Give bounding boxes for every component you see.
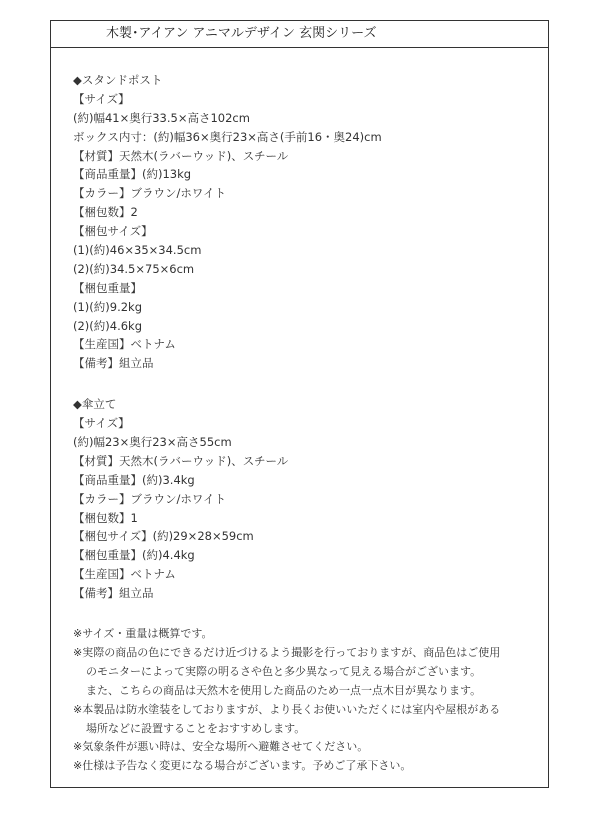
spec-line: 【カラー】ブラウン/ホワイト <box>73 491 227 506</box>
spec-line: 【商品重量】(約)13kg <box>73 167 192 182</box>
note-item <box>73 644 548 701</box>
note-continuation: また、こちらの商品は天然木を使用した商品のため一点一点木目が異なります。 <box>86 683 482 697</box>
section-heading: ◆傘立て <box>73 397 117 412</box>
spec-line: 【材質】天然木(ラバーウッド)、スチール <box>73 148 289 163</box>
spec-line: (2)(約)34.5×75×6cm <box>73 261 195 276</box>
note-continuation: 場所などに設置することをおすすめします。 <box>86 721 306 735</box>
spec-line: (1)(約)9.2kg <box>73 299 143 314</box>
spec-line: 【生産国】ベトナム <box>73 567 176 582</box>
spec-line: (約)幅41×奥行33.5×高さ102cm <box>73 110 250 125</box>
spec-line: 【梱包サイズ】(約)29×28×59cm <box>73 529 254 544</box>
note-item <box>73 757 548 776</box>
spec-line: 【梱包数】1 <box>73 510 138 525</box>
section-heading: ◆スタンドポスト <box>73 73 163 87</box>
spec-line: 【カラー】ブラウン/ホワイト <box>73 186 227 201</box>
spec-line: (約)幅23×奥行23×高さ55cm <box>73 435 232 450</box>
spec-line: 【サイズ】 <box>73 91 130 106</box>
spec-line: 【備考】組立品 <box>73 586 154 601</box>
spec-line: 【材質】天然木(ラバーウッド)、スチール <box>73 453 289 468</box>
note-item <box>73 738 548 757</box>
note-text: ※実際の商品の色にできるだけ近づけるよう撮影を行っておりますが、商品色はご使用 <box>73 645 501 659</box>
spec-line: 【商品重量】(約)3.4kg <box>73 472 195 487</box>
notes-block <box>73 625 548 776</box>
spec-line: 【梱包重量】(約)4.4kg <box>73 548 195 563</box>
spec-line: 【サイズ】 <box>73 416 130 431</box>
spec-line: 【梱包重量】 <box>73 280 142 295</box>
spec-content <box>51 71 548 776</box>
note-item <box>73 701 548 739</box>
section-umbrella-stand <box>73 395 548 603</box>
spec-line: 【備考】組立品 <box>73 356 154 371</box>
spec-line: 【生産国】ベトナム <box>73 337 176 352</box>
note-item <box>73 625 548 644</box>
spec-frame <box>50 20 549 788</box>
note-text: ※サイズ・重量は概算です。 <box>73 627 213 641</box>
section-stand-post <box>73 71 548 373</box>
note-text: ※本製品は防水塗装をしておりますが、より長くお使いいただくには室内や屋根がある <box>73 702 501 716</box>
spec-line: 【梱包数】2 <box>73 205 138 220</box>
note-continuation: のモニターによって実際の明るさや色と多少異なって見える場合がございます。 <box>86 664 482 678</box>
spec-line: ボックス内寸：(約)幅36×奥行23×高さ(手前16・奥24)cm <box>73 129 382 144</box>
spec-line: 【梱包サイズ】 <box>73 224 153 239</box>
spec-line: (1)(約)46×35×34.5cm <box>73 243 202 258</box>
note-text: ※気象条件が悪い時は、安全な場所へ避難させてください。 <box>73 740 369 754</box>
note-text: ※仕様は予告なく変更になる場合がございます。予めご了承下さい。 <box>73 759 412 773</box>
page-title: 木製･アイアン アニマルデザイン 玄関シリーズ <box>51 21 548 48</box>
spec-line: (2)(約)4.6kg <box>73 318 143 333</box>
